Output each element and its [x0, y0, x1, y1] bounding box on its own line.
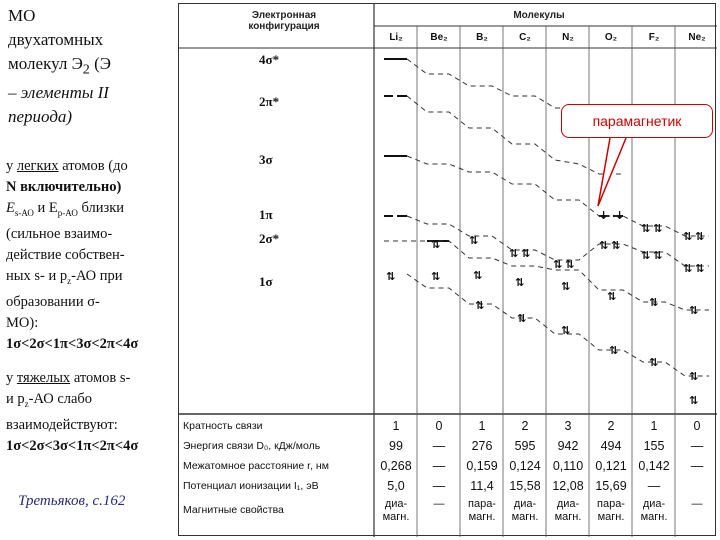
svg-text:⇅: ⇅	[611, 239, 621, 252]
table-cell: —	[690, 459, 704, 473]
svg-text:⇅: ⇅	[653, 222, 663, 235]
title-line-1: МО	[8, 6, 36, 25]
heavy-atoms-text: у тяжелых атомов s- и $p_z-АО$ слабо взаимодействуют: 1σ<2σ<3σ<1π<2π<4σ	[6, 368, 170, 457]
svg-text:⇅: ⇅	[475, 299, 485, 312]
heavy-order: 1σ<2σ<3σ<1π<2π<4σ	[6, 437, 139, 454]
svg-text:⇅: ⇅	[689, 394, 699, 407]
svg-text:↓: ↓	[599, 209, 609, 222]
table-cell: 5,0	[387, 479, 405, 493]
svg-text:⇅: ⇅	[641, 249, 651, 262]
table-cell: 12,08	[552, 479, 584, 493]
svg-text:⇅: ⇅	[683, 262, 693, 275]
orbital-1sigma: 1σ	[259, 274, 273, 289]
table-cell: 99	[389, 439, 403, 453]
row-label-distance: Межатомное расстояние r, нм	[183, 460, 329, 472]
title-line-3: молекул $Э_2$ (Э	[8, 54, 112, 78]
orbital-2sigma-star: 2σ*	[259, 231, 280, 246]
svg-text:⇅: ⇅	[641, 222, 651, 235]
molecule-n2: N₂	[562, 32, 574, 43]
table-cell: 0,110	[552, 459, 584, 473]
table-cell: 1	[392, 419, 400, 433]
table-cell: 15,69	[595, 479, 627, 493]
table-cell: диа-магн.	[640, 498, 668, 523]
orbital-4sigma-star: 4σ*	[259, 52, 280, 67]
svg-text:⇅: ⇅	[509, 247, 519, 260]
light-order: 1σ<2σ<1π<3σ<2π<4σ	[6, 335, 139, 352]
svg-text:⇅: ⇅	[689, 304, 699, 317]
orbital-3sigma: 3σ	[259, 152, 273, 167]
table-cell: 0,142	[638, 459, 670, 473]
table-cell: —	[691, 498, 703, 510]
title-line-2: двухатомных	[8, 30, 104, 49]
table-cell: 0	[693, 419, 701, 433]
svg-text:⇅: ⇅	[469, 234, 479, 247]
svg-text:⇅: ⇅	[649, 356, 659, 369]
svg-text:⇅: ⇅	[386, 270, 396, 283]
row-label-ionization: Потенциал ионизации I₁, эВ	[183, 480, 319, 492]
table-cell: —	[432, 439, 446, 453]
svg-text:⇅: ⇅	[431, 270, 441, 283]
paramagnetic-callout: парамагнетик	[561, 104, 713, 138]
svg-text:⇅: ⇅	[561, 324, 571, 337]
molecule-li2: Li₂	[389, 32, 403, 43]
svg-text:↓: ↓	[615, 209, 625, 222]
svg-text:⇅: ⇅	[515, 276, 525, 289]
table-cell: диа-магн.	[554, 498, 582, 523]
slide-title	[8, 4, 168, 129]
molecule-c2: C₂	[519, 32, 531, 43]
table-cell: 2	[607, 419, 615, 433]
svg-text:⇅: ⇅	[431, 238, 441, 251]
table-cell: диа-магн.	[511, 498, 539, 523]
light-atoms-text: у легких атомов (до N включительно) $E_{s-АО}$ и $E_{p-АО}$ близки (сильное взаимо- действие собствен- ных s- и $p_z-АО$ при образовании σ- МО): 1σ<2σ<1π<3σ<2π<4σ	[6, 156, 170, 355]
table-cell: 942	[557, 439, 579, 453]
svg-text:⇅: ⇅	[683, 230, 693, 243]
table-cell: —	[433, 498, 445, 510]
table-cell: 15,58	[509, 479, 541, 493]
table-cell: 0,268	[380, 459, 412, 473]
table-cell: пара-магн.	[597, 498, 625, 523]
header-molecules: Молекулы	[513, 10, 565, 21]
table-cell: —	[432, 479, 446, 493]
electron-arrows	[386, 209, 704, 407]
left-panel	[0, 0, 172, 540]
row-label-magnetic: Магнитные свойства	[183, 504, 284, 516]
table-cell: —	[647, 479, 661, 493]
svg-text:⇅: ⇅	[653, 249, 663, 262]
table-cell: 0	[435, 419, 443, 433]
svg-text:⇅: ⇅	[521, 247, 531, 260]
svg-text:⇅: ⇅	[689, 370, 699, 383]
table-cell: пара-магн.	[468, 498, 496, 523]
mo-table	[178, 3, 716, 536]
table-cell: 1	[478, 419, 486, 433]
svg-text:⇅: ⇅	[695, 230, 705, 243]
table-cell: 11,4	[470, 479, 494, 493]
table-cell: 494	[600, 439, 622, 453]
svg-text:⇅: ⇅	[473, 269, 483, 282]
table-cell: 0,121	[595, 459, 627, 473]
svg-text:⇅: ⇅	[609, 344, 619, 357]
mo-level-diagram	[179, 4, 717, 414]
row-label-bond-energy: Энергия связи D₀, кДж/моль	[183, 440, 321, 452]
svg-text:⇅: ⇅	[553, 258, 563, 271]
svg-text:⇅: ⇅	[561, 280, 571, 293]
row-label-bond-order: Кратность связи	[183, 420, 263, 432]
svg-text:⇅: ⇅	[565, 258, 575, 271]
energy-levels	[384, 59, 623, 241]
table-cell: 3	[564, 419, 572, 433]
table-cell: 0,159	[466, 459, 498, 473]
svg-text:⇅: ⇅	[517, 312, 527, 325]
table-cell: 595	[514, 439, 536, 453]
table-cell: 155	[643, 439, 665, 453]
table-cell: 0,124	[509, 459, 541, 473]
title-line-4: – элементы II	[8, 83, 109, 103]
table-cell: диа-магн.	[382, 498, 410, 523]
title-line-5: периода)	[8, 107, 73, 127]
svg-text:⇅: ⇅	[649, 296, 659, 309]
orbital-2pi-star: 2π*	[259, 94, 280, 109]
header-configuration: Электронная конфигурация	[248, 10, 320, 32]
molecule-ne2: Ne₂	[688, 32, 706, 43]
table-cell: —	[690, 439, 704, 453]
svg-text:⇅: ⇅	[695, 262, 705, 275]
molecule-f2: F₂	[648, 32, 660, 43]
table-cell: 276	[471, 439, 493, 453]
table-cell: 2	[521, 419, 529, 433]
molecule-o2: O₂	[604, 32, 618, 43]
table-cell: —	[432, 459, 446, 473]
molecule-b2: B₂	[476, 32, 488, 43]
citation: Третьяков, с.162	[18, 493, 126, 509]
svg-text:⇅: ⇅	[607, 290, 617, 303]
svg-text:⇅: ⇅	[599, 239, 609, 252]
orbital-1pi: 1π	[259, 207, 273, 222]
table-cell: 1	[650, 419, 658, 433]
molecule-be2: Be₂	[430, 32, 448, 43]
